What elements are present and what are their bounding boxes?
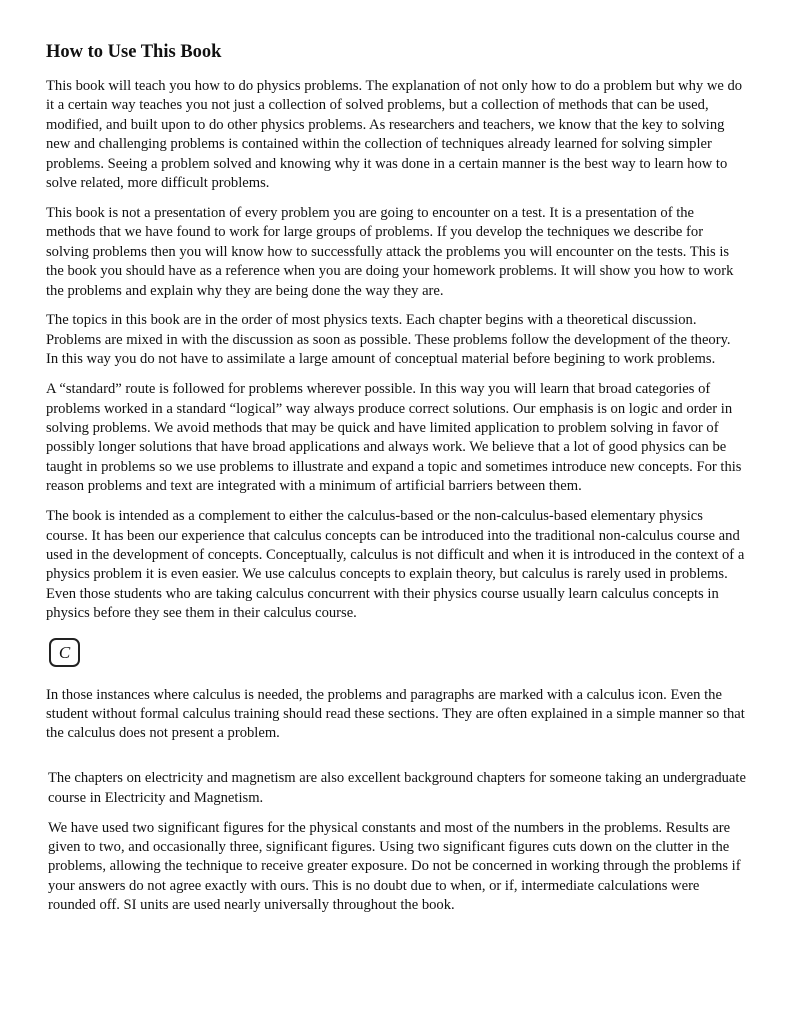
calculus-icon-letter: C — [58, 642, 71, 662]
calculus-icon — [49, 638, 80, 667]
page-title: How to Use This Book — [46, 42, 222, 62]
paragraph-significant-figures: We have used two significant figures for the physical constants and most of the numbers in the problems. Results are given to two, and occasionally three, significant figures. Using two significant figures cuts down on the clutter in the problems, allowing the technique to receive greater exposure. Do not be concerned in working through the problems if your answers do not agree exactly with ours. This is no doubt due to when, or if, intermediate calculations were rounded off. SI units are used nearly universally throughout the book. — [48, 819, 741, 914]
paragraph-standard-route: A “standard” route is followed for problems wherever possible. In this way you will learn that broad categories of problems worked in a standard “logical” way always produce correct solutions. Our emphasis is on logic and order in solving problems. We avoid methods that may be quick and have limited application to problem solving in favor of possibly longer solutions that have broad applications and always work. We believe that a lot of good physics can be taught in problems so we use problems to illustrate and expand a topic and sometimes introduce new concepts. For this reason problems and text are integrated with a minimum of artificial barriers between them. — [46, 381, 742, 495]
paragraph-intro: This book will teach you how to do physics problems. The explanation of not only how to do a problem but why we do it a certain way teaches you not just a collection of solved problems, but a collection of methods that can be used, modified, and built upon to do other physics problems. As researchers and teachers, we know that the key to solving new and challenging problems is contained within the collection of techniques already learned for solving simpler problems. Seeing a problem solved and knowing why it was done in a certain manner is the best way to learn how to solve related, more difficult problems. — [46, 78, 743, 192]
closing-section — [48, 769, 746, 915]
paragraph-electricity-magnetism: The chapters on electricity and magnetism are also excellent background chapters for someone taking an undergraduate course in Electricity and Magnetism. — [48, 770, 746, 806]
paragraph-methods: This book is not a presentation of every problem you are going to encounter on a test. It is a presentation of the methods that we have found to work for large groups of problems. If you develop the techniques we describe for solving problems then you will know how to successfully attack the problems you will encounter on the tests. This is the book you should have as a reference when you are doing your homework problems. It will show you how to work the problems and explain why they are being done the way they are. — [46, 204, 734, 299]
paragraph-calculus-course: The book is intended as a complement to either the calculus-based or the non-calculus-based elementary physics course. It has been our experience that calculus concepts can be introduced into the traditional non-calculus course and used in the development of concepts. Conceptually, calculus is not difficult and when it is introduced in the context of a physics problem it is even easier. We use calculus concepts to explain theory, but calculus is rarely used in problems. Even those students who are taking calculus concurrent with their physics course usually learn calculus concepts in physics before they see them in their calculus course. — [46, 508, 745, 622]
paragraph-topics: The topics in this book are in the order of most physics texts. Each chapter begins with a theoretical discussion. Problems are mixed in with the discussion as soon as possible. These problems follow the development of the theory. In this way you do not have to assimilate a large amount of conceptual material before begining to work problems. — [46, 312, 731, 368]
paragraph-calculus-marked: In those instances where calculus is needed, the problems and paragraphs are marked with a calculus icon. Even the student without formal calculus training should read these sections. They are often explained in a simple manner so that the calculus does not present a problem. — [46, 686, 745, 742]
document-page — [46, 40, 746, 926]
section-gap — [46, 754, 746, 769]
